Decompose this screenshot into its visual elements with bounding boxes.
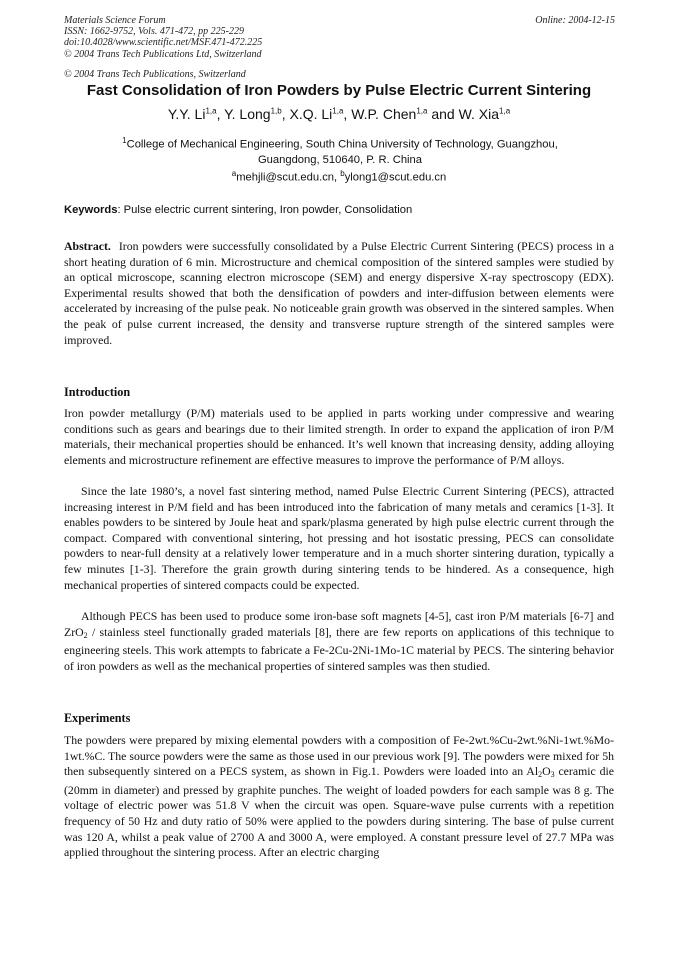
author: W.P. Chen$^{1,a}$ and <box>351 106 459 122</box>
experiments-heading: Experiments <box>64 711 131 725</box>
keywords <box>64 204 412 216</box>
email-b: ylong1@scut.edu.cn <box>344 171 447 184</box>
paper-title: Fast Consolidation of Iron Powders by Pulse Electric Current Sintering <box>86 82 592 99</box>
author: X.Q. Li$^{1,a}$, <box>289 106 352 122</box>
affiliation: $^1$College of Mechanical Engineering, South China University of Technology, Guangzhou, Guangdong, 510640, P. R. China <box>122 136 558 166</box>
author: Y.Y. Li$^{1,a}$, <box>167 106 225 122</box>
abstract-label: Abstract. <box>64 239 111 253</box>
author-list <box>0 106 678 122</box>
abstract-text: Iron powders were successfully consolidated by a Pulse Electric Current Sintering (PECS) process in a short heating duration of 6 min. Microstructure and chemical composition of the sintered samples were studied by an optical microscope, scanning electron microscope (SEM) and energy dispersive X-ray spectroscopy (EDX). Experimental results showed that both the densification of powders and inter-diffusion between elements were accelerated by increasing of the pulse peak. No noticeable grain growth was observed in the sintered samples. When the peak of pulse current increased, the density and transverse rupture strength of the sintered samples were improved. <box>64 239 614 347</box>
abstract <box>64 239 614 348</box>
journal-name: Materials Science Forum <box>64 15 166 26</box>
author: W. Xia$^{1,a}$ <box>458 106 511 122</box>
email-a: mehjli@scut.edu.cn, <box>236 171 341 184</box>
intro-paragraph-2: Since the late 1980’s, a novel fast sintering method, named Pulse Electric Current Sintering (PECS), attracted increasing interest in P/M field and has been introduced into the fabrication of many metals and ceramics [1-3]. It enables powders to be sintered by Joule heat and spark/plasma generated by high pulse electric current through the compact. Compared with conventional sintering, hot pressing and hot isostatic pressing, PECS can consolidate powders to near-full density at a relatively lower temperature and in a much shorter sintering duration, typically a few minutes [1-3]. Therefore the grain growth during sintering tends to be hindered. As a consequence, high mechanical properties of sintered compacts could be expected. <box>64 484 614 592</box>
intro-paragraph-3: Although PECS has been used to produce some iron-base soft magnets [4-5], cast iron P/M materials [6-7] and ZrO$_2$ / stainless steel functionally graded materials [8], there are few reports on applications of this technique to engineering steels. This work attempts to fabricate a Fe-2Cu-2Ni-1Mo-1C material by PECS. The sintering behavior of iron powders as well as the mechanical properties of sintered samples was then studied. <box>64 609 614 673</box>
issn-line: ISSN: 1662-9752, Vols. 471-472, pp 225-229 <box>64 26 244 38</box>
copyright-top: © 2004 Trans Tech Publications Ltd, Switzerland <box>64 48 262 60</box>
online-date: Online: 2004-12-15 <box>535 15 615 26</box>
introduction-heading: Introduction <box>64 385 131 399</box>
doi-line: doi:10.4028/www.scientific.net/MSF.471-472.225 <box>64 37 263 49</box>
experiments-paragraph-1: The powders were prepared by mixing elemental powders with a composition of Fe-2wt.%Cu-2wt.%Ni-1wt.%Mo-1wt.%C. The source powders were the same as those used in our previous work [9]. The powders were mixed for 5h then subsequently sintered on a PECS system, as shown in Fig.1. Powders were loaded into an $Al_2O_3$ ceramic die (20mm in diameter) and pressed by graphite punches. The weight of loaded powders for each sample was 8 g. The voltage of electric power was 51.8 V when the circuit was open. Square-wave pulse currents with a repetition frequency of 50 Hz and duty ratio of 50% were applied to the powders during sintering. The base of pulse current was 120 A, whilst a peak value of 2700 A and 3000 A, were employed. A constant pressure level of 27.7 MPa was applied throughout the sintering process. After an electric charging <box>64 733 614 860</box>
copyright-bottom: © 2004 Trans Tech Publications, Switzerland <box>64 69 246 80</box>
author: Y. Long$^{1,b}$, <box>224 106 290 122</box>
journal-metadata <box>64 15 262 60</box>
author-emails: $^a$mehjli@scut.edu.cn, $^b$ylong1@scut.edu.cn <box>231 169 447 184</box>
keywords-label: Keywords <box>64 204 118 216</box>
keywords-text: : Pulse electric current sintering, Iron powder, Consolidation <box>117 204 413 216</box>
intro-paragraph-1: Iron powder metallurgy (P/M) materials used to be applied in parts working under compressive and wearing conditions such as gears and bearings due to their limited strength. In order to expand the application of iron P/M materials, their mechanical properties should be enhanced. It’s well known that increasing density, adding alloying elements and microstructure refinement are effective measures to improve the performance of P/M alloys. <box>64 406 614 467</box>
